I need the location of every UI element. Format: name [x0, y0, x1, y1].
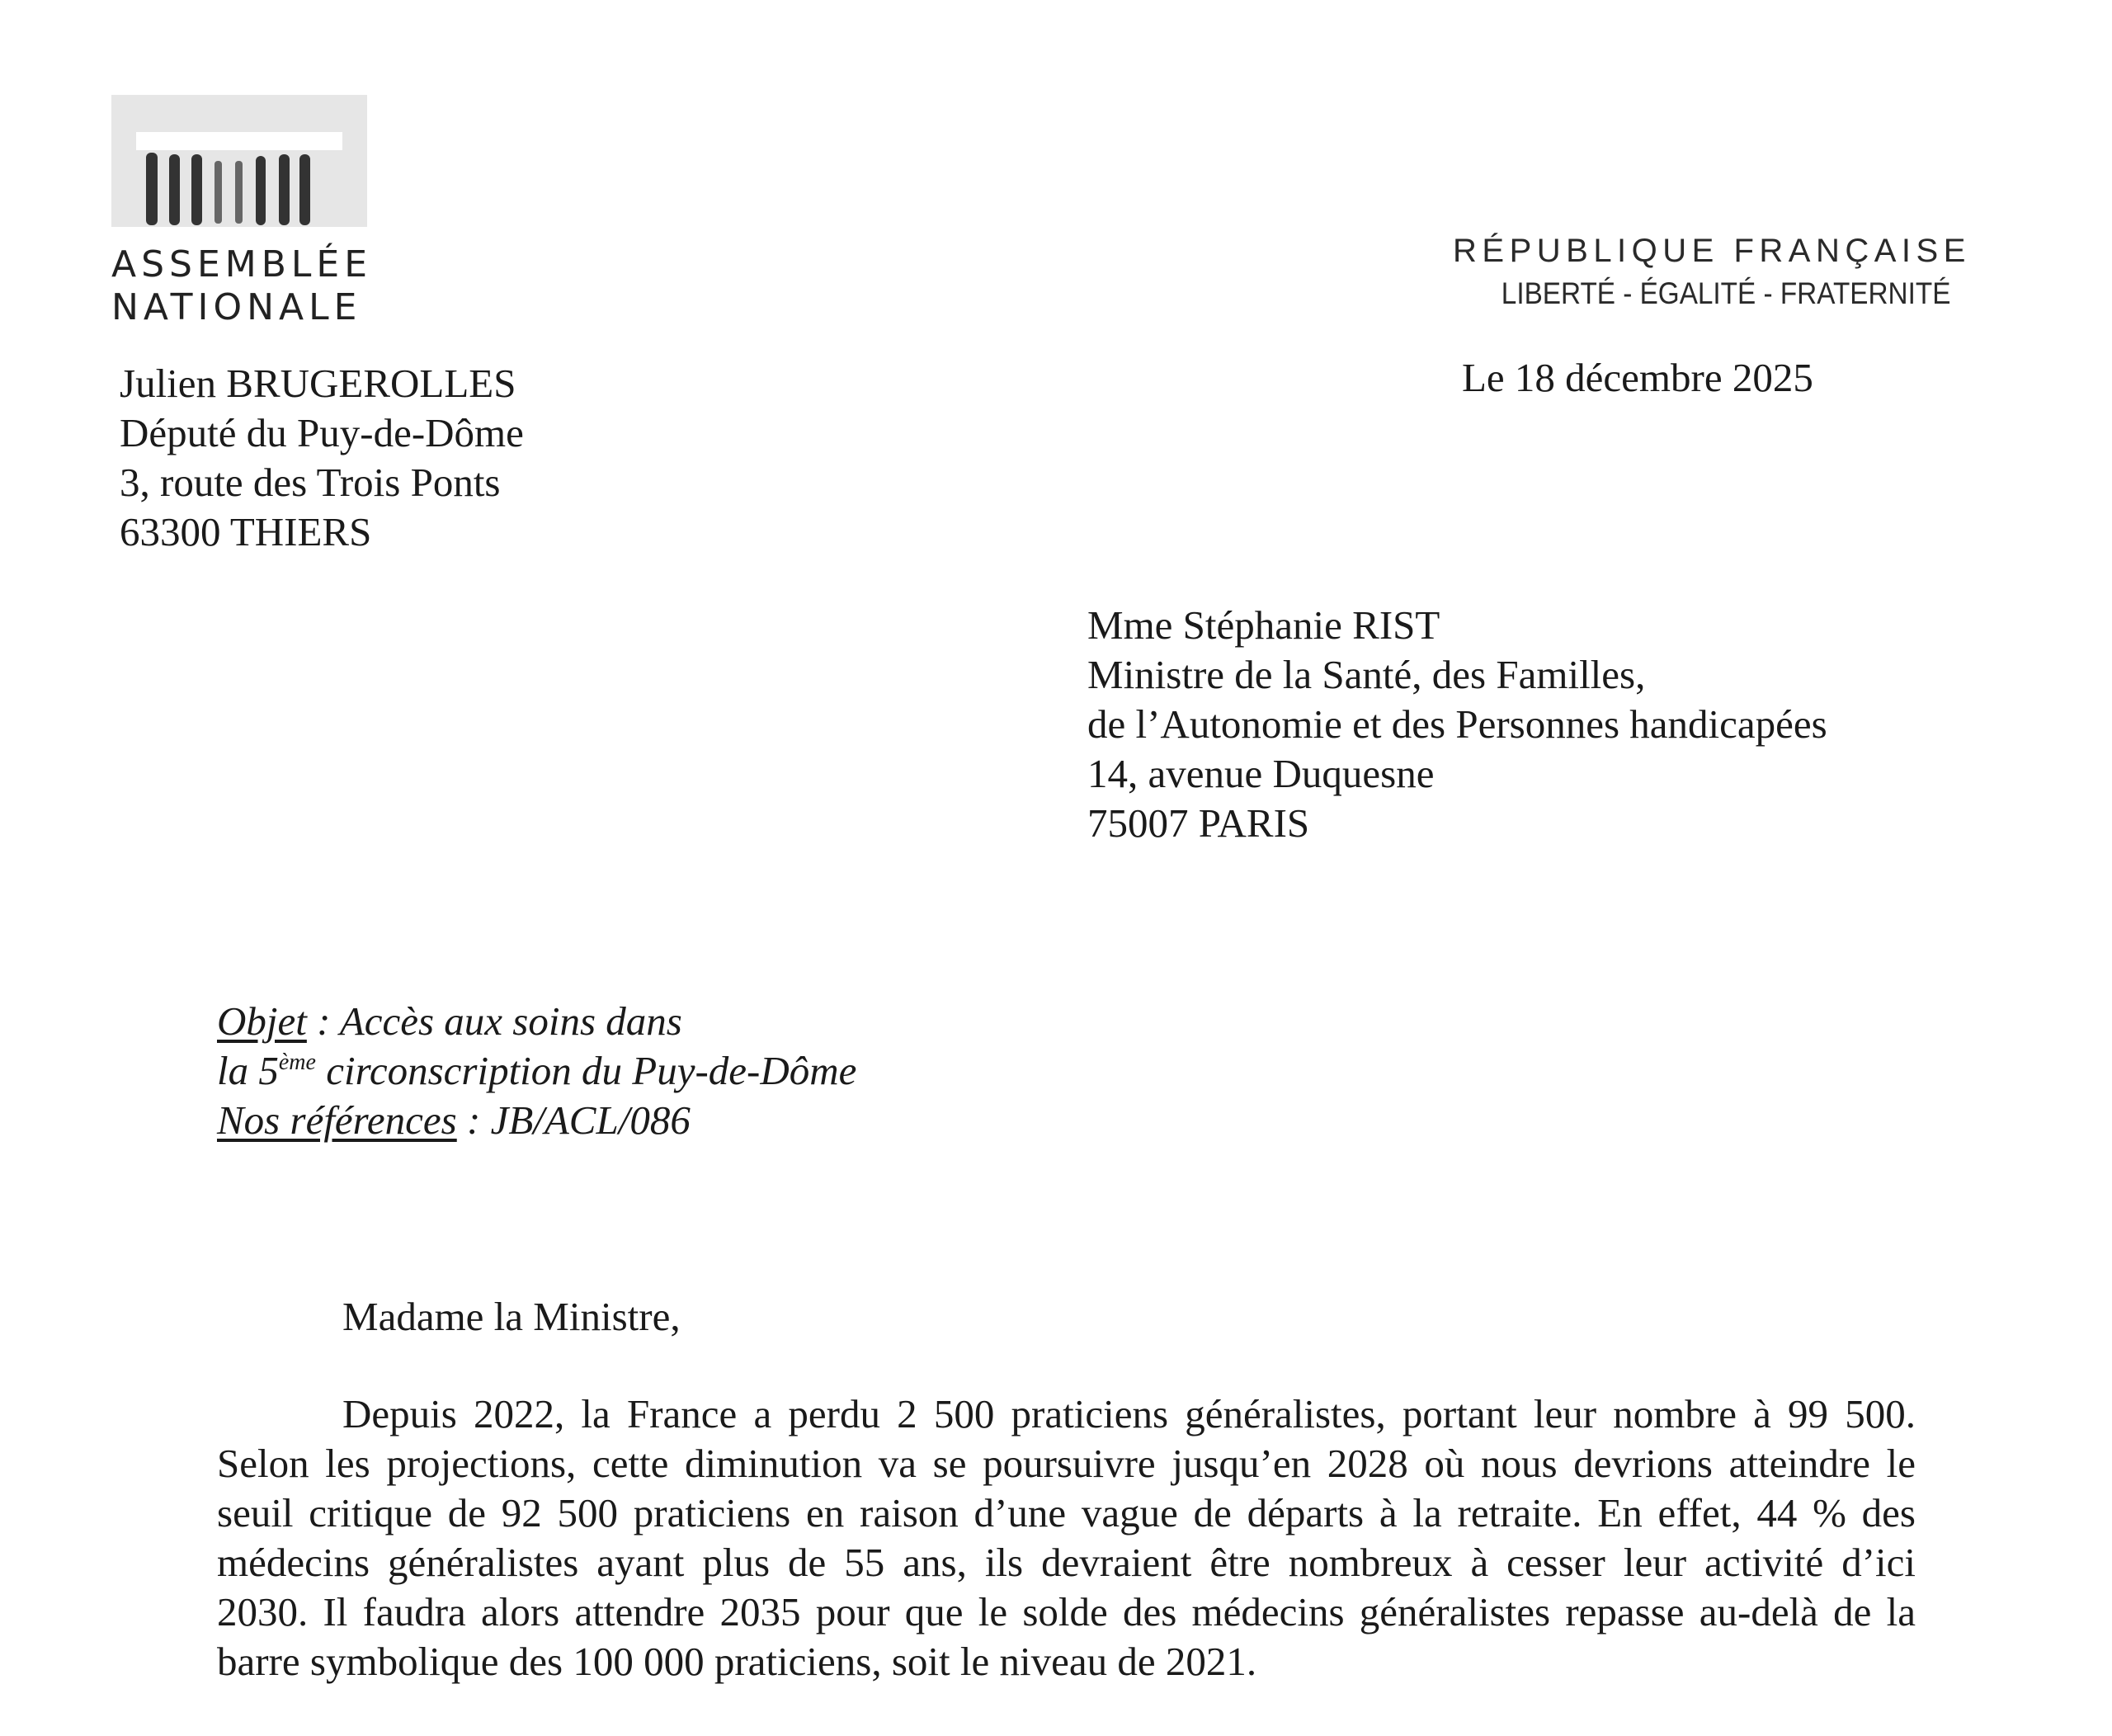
letter-date: Le 18 décembre 2025	[1462, 355, 1813, 400]
subject-block	[217, 997, 856, 1145]
objet-sup: ème	[278, 1050, 316, 1075]
subject-line-1	[217, 997, 856, 1046]
subject-line-2	[217, 1046, 856, 1096]
sender-title: Député du Puy-de-Dôme	[120, 410, 524, 455]
salutation: Madame la Ministre,	[342, 1294, 681, 1339]
reference-line	[217, 1096, 856, 1145]
paragraph-line: 2030. Il faudra alors attendre 2035 pour que le solde des médecins généralistes repasse au-delà de la	[217, 1589, 1916, 1635]
recipient-title-1: Ministre de la Santé, des Familles,	[1087, 652, 1646, 697]
recipient-street: 14, avenue Duquesne	[1087, 751, 1435, 796]
sender-city: 63300 THIERS	[120, 509, 372, 554]
objet-text: : Accès aux soins dans	[306, 998, 682, 1044]
sender-address	[120, 359, 524, 557]
recipient-address	[1087, 601, 1827, 848]
assemblee-nationale-logo	[111, 95, 373, 329]
republic-motto: LIBERTÉ - ÉGALITÉ - FRATERNITÉ	[1501, 276, 1951, 310]
objet-text-2a: la 5	[217, 1048, 279, 1093]
recipient-city: 75007 PARIS	[1087, 800, 1310, 846]
objet-label: Objet	[217, 998, 307, 1044]
objet-text-2b: circonscription du Puy-de-Dôme	[315, 1048, 857, 1093]
body-paragraph	[217, 1389, 1916, 1686]
republic-name: RÉPUBLIQUE FRANÇAISE	[1453, 233, 1971, 269]
paragraph-line: seuil critique de 92 500 praticiens en raison d’une vague de départs à la retraite. En effet, 44 % des	[217, 1490, 1916, 1536]
sender-name: Julien BRUGEROLLES	[120, 361, 516, 406]
reference-value: : JB/ACL/086	[456, 1097, 691, 1143]
paragraph-line: médecins généralistes ayant plus de 55 ans, ils devraient être nombreux à cesser leur activité d’ici	[217, 1540, 1916, 1585]
logo-text-line2: NATIONALE	[111, 286, 362, 328]
paragraph-line: barre symbolique des 100 000 praticiens, soit le niveau de 2021.	[217, 1639, 1257, 1684]
palais-bourbon-icon	[111, 95, 367, 243]
reference-label: Nos références	[217, 1097, 457, 1143]
republique-francaise-header	[1453, 229, 1971, 315]
logo-text-line1: ASSEMBLÉE	[111, 243, 373, 285]
paragraph-line: Depuis 2022, la France a perdu 2 500 praticiens généralistes, portant leur nombre à 99 500.	[342, 1391, 1916, 1436]
paragraph-line: Selon les projections, cette diminution va se poursuivre jusqu’en 2028 où nous devrions atteindre le	[217, 1441, 1916, 1486]
recipient-title-2: de l’Autonomie et des Personnes handicapées	[1087, 701, 1827, 747]
recipient-name: Mme Stéphanie RIST	[1087, 602, 1440, 648]
sender-street: 3, route des Trois Ponts	[120, 460, 501, 505]
